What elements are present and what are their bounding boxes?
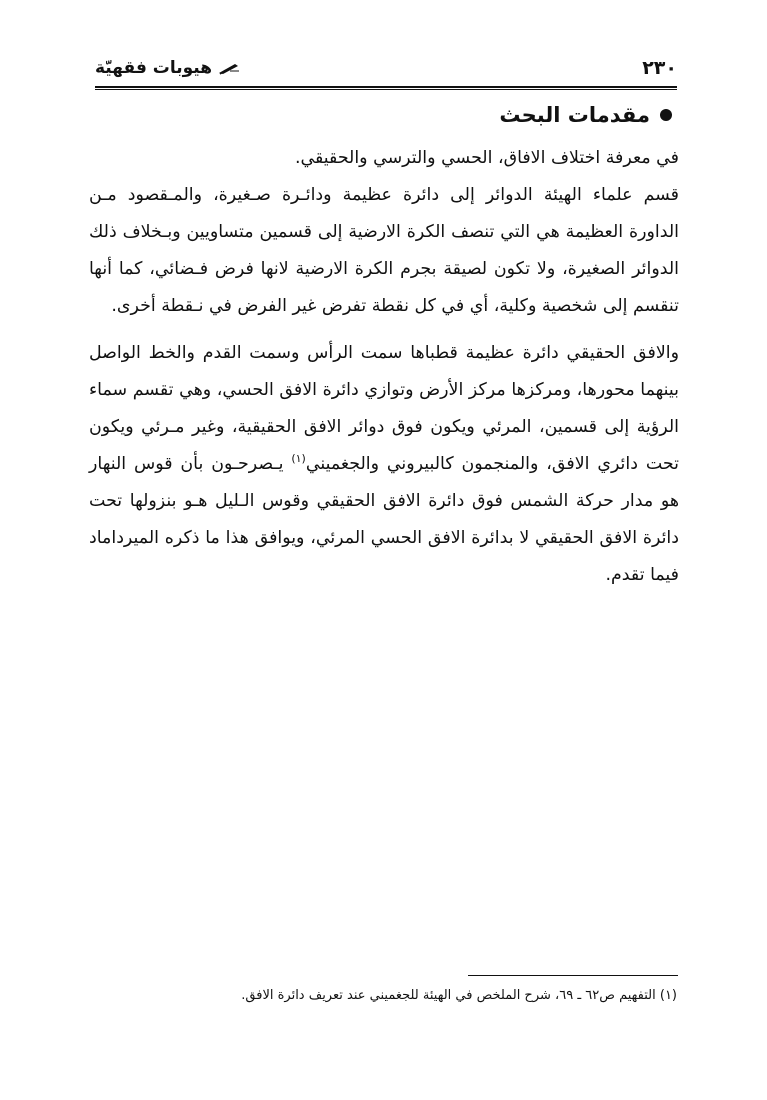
paragraph-3 bbox=[89, 335, 679, 594]
paragraph-1: في معرفة اختلاف الافاق، الحسي والترسي والحقيقي. bbox=[294, 148, 679, 168]
footnote: (١) التفهيم ص٦٢ ـ ٦٩، شرح الملخص في الهيئة للجغميني عند تعريف دائرة الافق. bbox=[241, 988, 677, 1003]
pen-icon bbox=[218, 61, 240, 75]
bullet-dot-icon bbox=[660, 109, 672, 121]
running-title-text: هيوبات فقهيّة bbox=[95, 58, 212, 78]
footnote-reference[interactable]: (١) bbox=[291, 452, 306, 466]
footnote-rule bbox=[468, 975, 678, 976]
section-heading bbox=[92, 100, 672, 130]
page-number: ٢٣٠ bbox=[642, 57, 677, 79]
header-rule bbox=[95, 86, 677, 90]
body-text bbox=[89, 140, 679, 594]
paragraph-3-part-2: يـصرحـون بأن قوس النهار هو مدار حركة الشمس فوق دائرة الافق الحقيقي وقوس الـليل هـو بنزولها تحت دائرة الافق الحقيقي لا بدائرة الافق الحسي المرئي، ويوافق هذا ما ذكره الميرداماد فيما تقدم. bbox=[89, 454, 679, 585]
running-title bbox=[95, 56, 240, 80]
paragraph-3-part-1: والافق الحقيقي دائرة عظيمة قطباها سمت الرأس وسمت القدم والخط الواصل بينهما محورها، ومركزها مركز الأرض وتوازي دائرة الافق الحسي، وهي تقسم سماء الرؤية إلى قسمين، المرئي ويكون فوق دوائر الافق الحقيقية، وغير مـرئي ويكون تحت دائري الافق، والمنجمون كالبيروني والجغميني bbox=[89, 343, 679, 474]
section-heading-text: مقدمات البحث bbox=[499, 103, 650, 127]
page-header bbox=[95, 56, 677, 90]
paragraph-2: قسم علماء الهيئة الدوائر إلى دائرة عظيمة ودائـرة صـغيرة، والمـقصود مـن الداورة العظيمة هي التي تنصف الكرة الارضية إلى قسمين متساويين وبـخلاف ذلك الدوائر الصغيرة، ولا تكون لصيقة بجرم الكرة الارضية لانها فرض فـضائي، كما أنها تنقسم إلى شخصية وكلية، أي في كل نقطة تفرض غير الفرض في نـقطة أخرى. bbox=[89, 185, 679, 316]
